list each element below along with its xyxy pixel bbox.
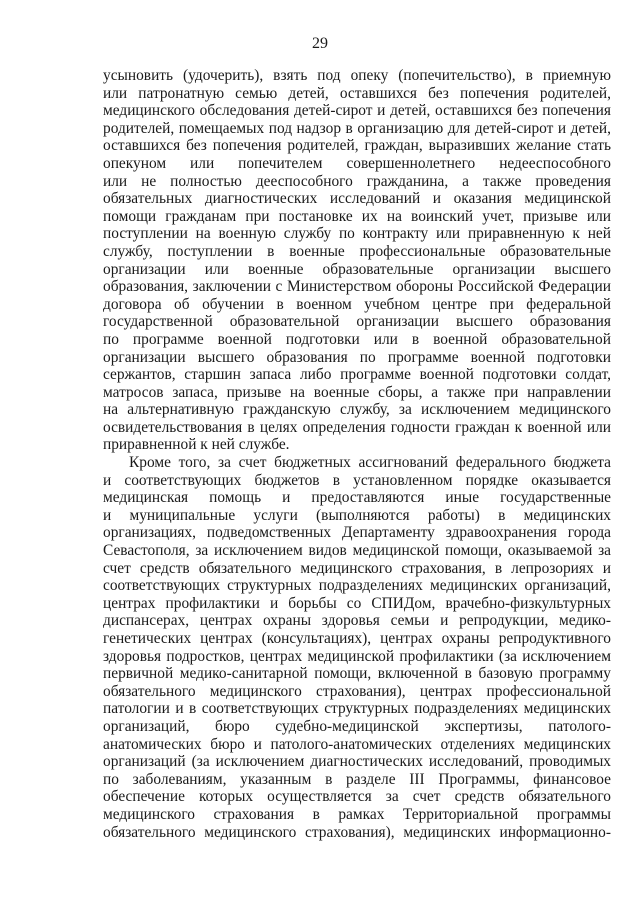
text-line: и муниципальные услуги (выполняются работы) в медицинских [103,506,611,524]
text-line: обязательного медицинского страхования), центрах профессиональной [103,682,611,700]
text-line: обязательного медицинского страхования), медицинских информационно- [103,823,611,841]
text-line: Кроме того, за счет бюджетных ассигнований федерального бюджета [129,454,611,472]
text-line: образования, заключении с Министерством обороны Российской Федерации [103,278,611,296]
text-line: по заболеваниям, указанным в разделе III Программы, финансовое [103,770,611,788]
text-line: первичной медико-санитарной помощи, включенной в базовую программу [103,665,611,683]
text-line: усыновить (удочерить), взять под опеку (попечительство), в приемную [103,67,611,84]
text-line: генетических центрах (консультациях), центрах охраны репродуктивного [103,630,611,647]
text-line: соответствующих структурных подразделениях медицинских организаций, [103,577,611,595]
body-text [103,67,611,841]
text-line: патологии и в соответствующих структурных подразделениях медицинских [103,700,611,718]
text-line: организациях, подведомственных Департаменту здравоохранения города [103,524,611,542]
text-line: или патронатную семью детей, оставшихся без попечения родителей, [103,84,611,102]
text-line: приравненной к ней службе. [103,436,290,454]
text-line: медицинского страхования в рамках Территориальной программы [103,805,611,823]
text-line: организаций (за исключением диагностических исследований, проводимых [103,753,611,771]
text-line: помощи гражданам при постановке их на воинский учет, призыве или [103,207,611,225]
text-line: и соответствующих бюджетов в установленном порядке оказывается [103,471,611,489]
text-line: службу, поступлении в военные профессиональные образовательные [103,242,611,260]
text-line: медицинская помощь и предоставляются иные государственные [103,489,611,507]
text-line: по программе военной подготовки или в военной образовательной [103,330,611,348]
text-line: Севастополя, за исключением видов медицинской помощи, оказываемой за [103,542,611,560]
text-line: центрах профилактики и борьбы со СПИДом, врачебно-физкультурных [103,594,611,612]
text-line: государственной образовательной организации высшего образования [103,313,611,331]
text-line: организации высшего образования по программе военной подготовки [103,348,611,366]
text-line: оставшихся без попечения родителей, граждан, выразивших желание стать [103,137,611,155]
text-line: опекуном или попечителем совершеннолетнего недееспособного [103,154,611,172]
text-line: родителей, помещаемых под надзор в организацию для детей-сирот и детей, [103,119,611,137]
text-line: матросов запаса, призыве на военные сборы, а также при направлении [103,383,611,401]
text-line: поступлении на военную службу по контракту или приравненную к ней [103,225,611,243]
paragraph [103,67,611,454]
text-line: освидетельствования в целях определения годности граждан к военной или [103,418,611,436]
text-line: на альтернативную гражданскую службу, за исключением медицинского [103,401,611,419]
text-line: обязательных диагностических исследований и оказания медицинской [103,190,611,208]
text-line: анатомических бюро и патолого-анатомических отделениях медицинских [103,735,611,753]
text-line: договора об обучении в военном учебном центре при федеральной [103,295,611,313]
text-line: здоровья подростков, центрах медицинской профилактики (за исключением [103,647,611,665]
text-line: диспансерах, центрах охраны здоровья семьи и репродукции, медико- [103,612,611,630]
text-line: медицинского обследования детей-сирот и детей, оставшихся без попечения [103,102,611,120]
paragraph [103,454,611,841]
text-line: организаций, бюро судебно-медицинской экспертизы, патолого- [103,717,611,735]
text-line: организации или военные образовательные организации высшего [103,260,611,278]
text-line: или не полностью дееспособного гражданина, а также проведения [103,172,611,190]
text-line: сержантов, старшин запаса либо программе военной подготовки солдат, [103,366,611,384]
text-line: счет средств обязательного медицинского страхования, в лепрозориях и [103,559,611,577]
text-line: обеспечение которых осуществляется за счет средств обязательного [103,788,611,806]
page-number: 29 [312,35,328,52]
